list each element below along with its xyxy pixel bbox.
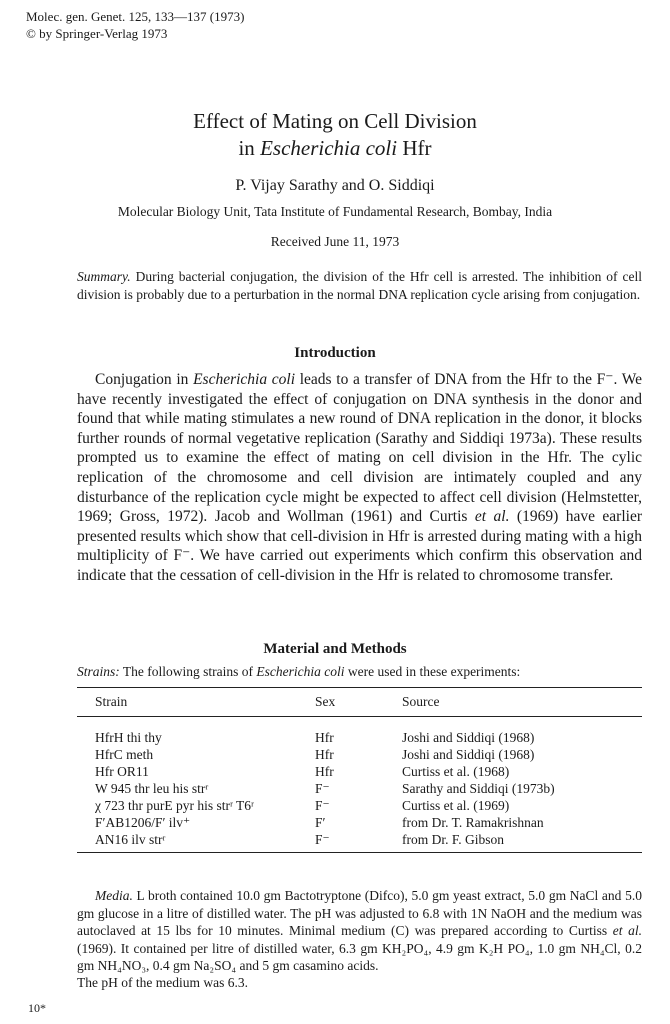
intro-italic-2: et al.	[474, 508, 510, 526]
cell-strain: HfrH thi thy	[95, 730, 162, 745]
cell-strain: AN16 ilv strʳ	[95, 832, 166, 847]
cell-strain: χ 723 thr purE pyr his strʳ T6ʳ	[95, 798, 254, 813]
table-top-rule	[77, 687, 642, 688]
cell-sex: F⁻	[315, 781, 330, 796]
cell-sex: F⁻	[315, 798, 330, 813]
table-bottom-rule	[77, 852, 642, 853]
article-title	[0, 108, 670, 162]
cell-source: Joshi and Siddiqi (1968)	[402, 747, 535, 762]
table-row	[77, 781, 642, 797]
cell-source: from Dr. F. Gibson	[402, 832, 505, 847]
media-paragraph	[77, 887, 642, 975]
summary-text: During bacterial conjugation, the division of the Hfr cell is arrested. The inhibition of cell division is probably due to a perturbation in the normal DNA replication cycle arising from conjugation.	[77, 269, 642, 302]
cell-source: Curtiss et al. (1968)	[402, 764, 510, 779]
strains-post: were used in these experiments:	[344, 664, 521, 679]
table-header-row	[77, 694, 642, 710]
column-header-sex: Sex	[315, 694, 336, 709]
cell-strain: F′AB1206/F′ ilv⁺	[95, 815, 191, 830]
table-row	[77, 764, 642, 780]
page-number: 10*	[28, 1001, 46, 1015]
media-ph-line: The pH of the medium was 6.3.	[77, 975, 248, 990]
table-header-rule	[77, 716, 642, 717]
title-prefix: in	[238, 136, 261, 160]
cell-source: Sarathy and Siddiqi (1973b)	[402, 781, 555, 796]
journal-header	[26, 8, 244, 42]
affiliation: Molecular Biology Unit, Tata Institute of Fundamental Research, Bombay, India	[117, 204, 553, 219]
intro-text-3: (1969) have earlier presented results which show that cell-division in Hfr is arrested during mating with a high multiplicity of F⁻. We have carried out experiments which confirm this observation and indicate that the cessation of cell-division in the Hfr is related to chromosome transfer.	[77, 508, 642, 584]
table-row	[77, 798, 642, 814]
strains-pre: The following strains of	[119, 664, 257, 679]
cell-sex: Hfr	[315, 747, 334, 762]
introduction-paragraph	[77, 370, 642, 586]
title-italic: Escherichia coli	[260, 136, 398, 160]
column-header-source: Source	[402, 694, 440, 709]
media-text-2: (1969). It contained per litre of distilled water, 6.3 gm KH₂PO₄, 4.9 gm K₂H PO₄, 1.0 gm NH₄Cl, 0.2 gm NH₄NO₃, 0.4 gm Na₂SO₄ and 5 gm casamino acids.	[77, 940, 642, 974]
methods-heading: Material and Methods	[263, 641, 407, 657]
copyright-line: © by Springer-Verlag 1973	[26, 26, 168, 41]
media-text-1: L broth contained 10.0 gm Bactotryptone (Difco), 5.0 gm yeast extract, 5.0 gm NaCl and 5.0 gm glucose in a litre of distilled water. The pH was adjusted to 6.8 with 1N NaOH and the medium was autoclaved at 15 lbs for 10 minutes. Minimal medium (C) was prepared according to Curtiss	[77, 888, 642, 939]
table-row	[77, 730, 642, 746]
cell-strain: W 945 thr leu his strʳ	[95, 781, 209, 796]
cell-source: from Dr. T. Ramakrishnan	[402, 815, 544, 830]
media-italic: et al.	[612, 923, 643, 939]
title-line-2	[0, 135, 670, 162]
introduction-heading: Introduction	[294, 345, 376, 361]
summary-paragraph	[77, 268, 642, 304]
strains-intro	[77, 664, 642, 680]
cell-sex: Hfr	[315, 730, 334, 745]
intro-italic-1: Escherichia coli	[193, 371, 296, 388]
table-row	[77, 747, 642, 763]
table-row	[77, 815, 642, 831]
journal-citation: Molec. gen. Genet. 125, 133—137 (1973)	[26, 9, 245, 24]
cell-strain: HfrC meth	[95, 747, 154, 762]
cell-sex: Hfr	[315, 764, 334, 779]
summary-label: Summary.	[77, 269, 131, 284]
cell-source: Joshi and Siddiqi (1968)	[402, 730, 535, 745]
title-suffix: Hfr	[397, 136, 432, 160]
cell-sex: F′	[315, 815, 326, 830]
strains-italic: Escherichia coli	[256, 664, 345, 679]
received-date: Received June 11, 1973	[270, 234, 400, 249]
cell-sex: F⁻	[315, 832, 330, 847]
intro-text-2: leads to a transfer of DNA from the Hfr to the F⁻. We have recently investigated the effect of conjugation on DNA synthesis in the donor and found that while mating stimulates a new round of DNA replication in the donor, it blocks further rounds of normal vegetative replication (Sarathy and Siddiqi 1973a). These results prompted us to examine the effect of mating on cell division in the Hfr. The cylic replication of the chromosome and cell division are intimately coupled and any disturbance of the replication cycle might be expected to affect cell division (Helmstetter, 1969; Gross, 1972). Jacob and Wollman (1961) and Curtis	[77, 371, 642, 526]
strains-label: Strains:	[77, 664, 120, 679]
table-row	[77, 832, 642, 848]
intro-text-1: Conjugation in	[95, 371, 194, 388]
title-line-1: Effect of Mating on Cell Division	[193, 109, 477, 133]
cell-source: Curtiss et al. (1969)	[402, 798, 510, 813]
media-label: Media.	[95, 888, 133, 903]
cell-strain: Hfr OR11	[95, 764, 149, 779]
authors: P. Vijay Sarathy and O. Siddiqi	[235, 177, 435, 194]
column-header-strain: Strain	[95, 694, 128, 709]
